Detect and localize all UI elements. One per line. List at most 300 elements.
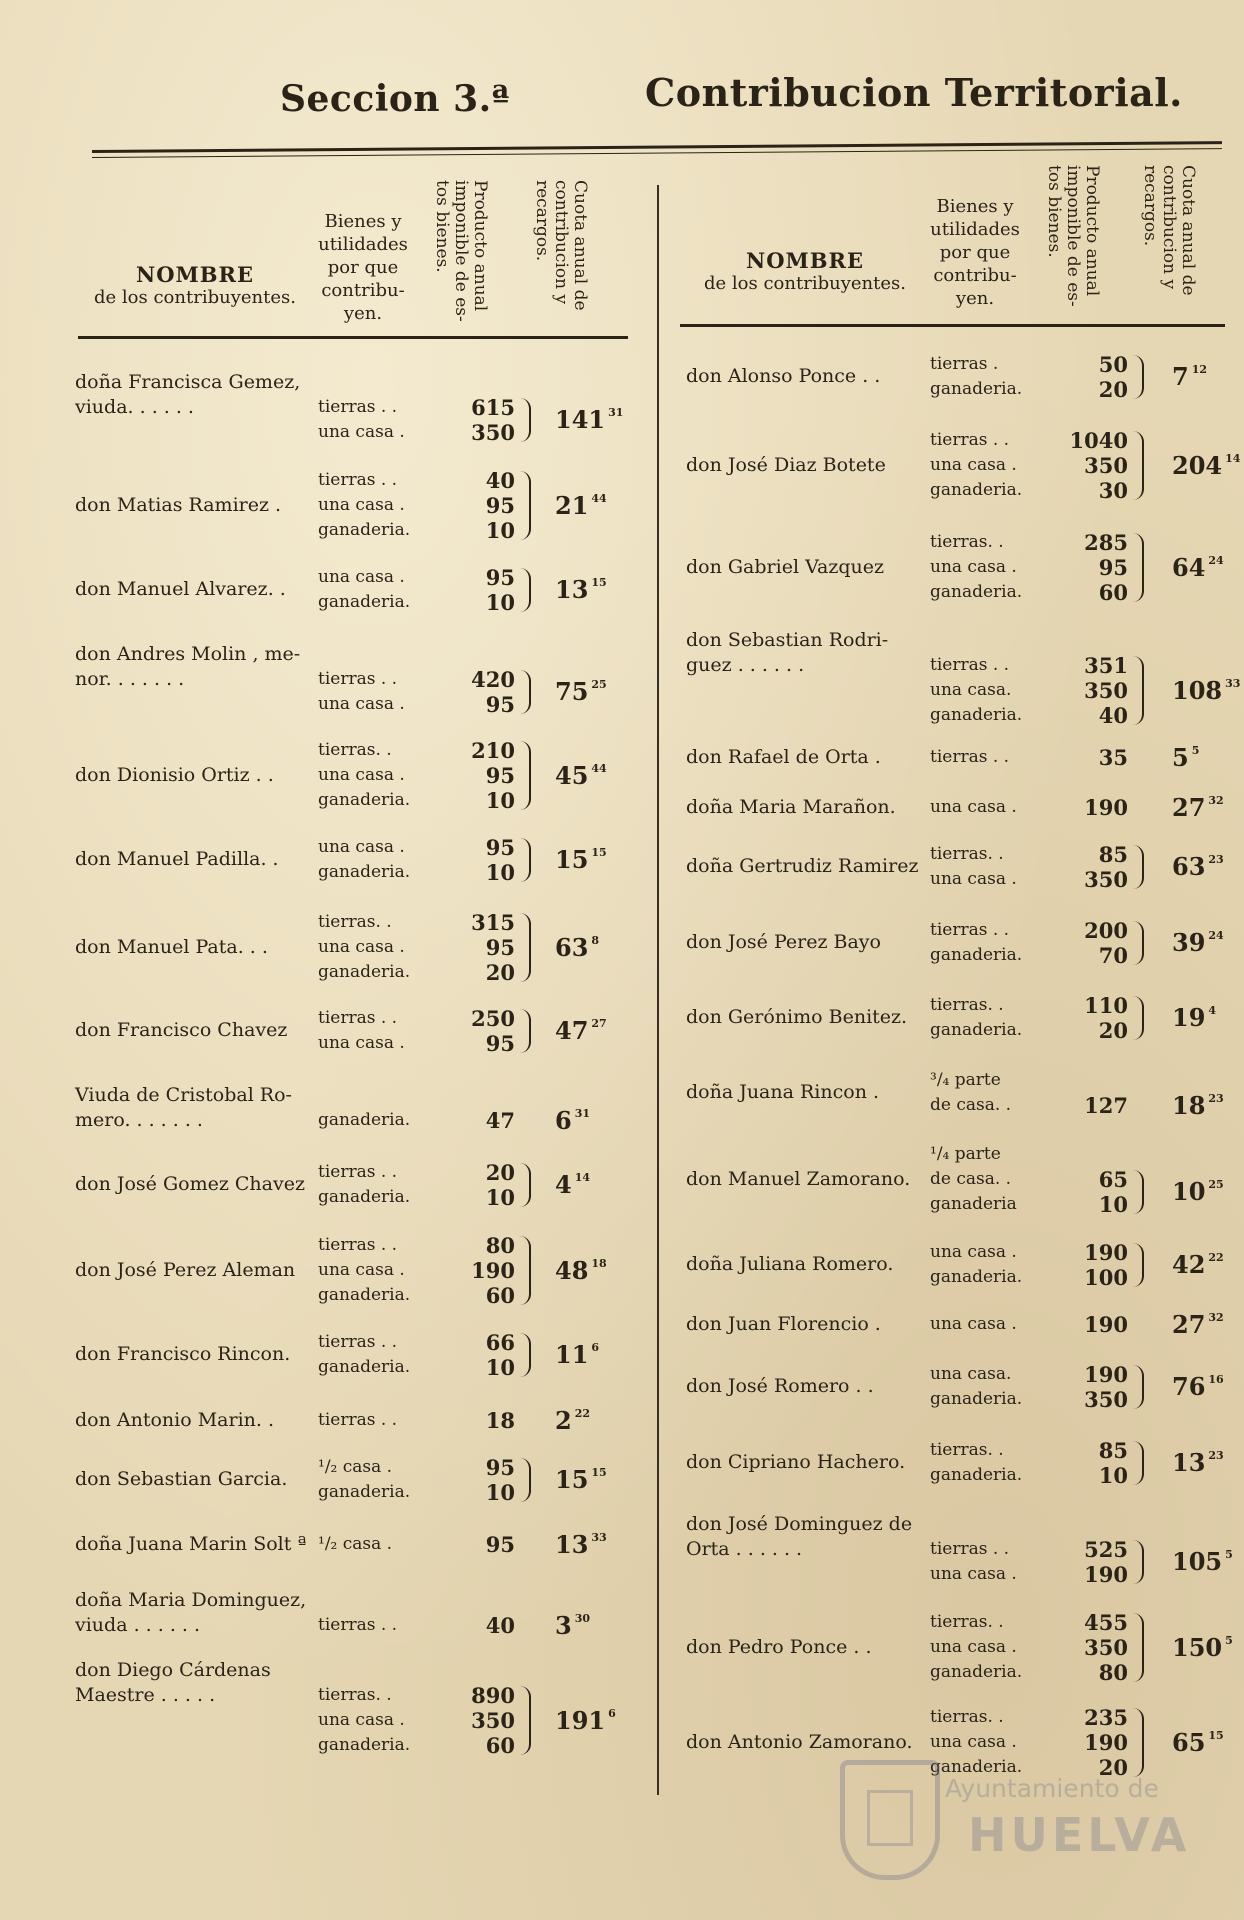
contributor-name: don Rafael de Orta .: [686, 746, 881, 768]
bienes-list: [930, 1610, 1022, 1685]
cuota-amount: [1172, 1633, 1233, 1662]
bienes-list: [930, 428, 1022, 503]
bienes-list: [318, 1408, 397, 1433]
bienes-item: una casa .: [930, 1242, 1017, 1262]
producto-values: [1068, 1093, 1128, 1118]
bienes-item: una casa .: [318, 422, 405, 442]
contributor-name: don Gerónimo Benitez.: [686, 1006, 908, 1028]
bienes-list: [318, 1108, 410, 1133]
cuota-value: 141: [555, 405, 606, 434]
cuota-value: 42: [1172, 1250, 1206, 1279]
cuota-amount: [1172, 676, 1240, 705]
cuota-cents: 32: [1208, 1310, 1224, 1324]
cuota-cents: 31: [608, 406, 624, 419]
cuota-value: 5: [1172, 742, 1189, 772]
producto-values: [1068, 1167, 1128, 1217]
bienes-item: ganaderia.: [318, 1285, 411, 1305]
contributor-name: doña Maria Dominguez, viuda . . . . . .: [75, 1589, 307, 1636]
producto-value: 35: [1098, 745, 1128, 770]
producto-value: 351: [1084, 653, 1128, 678]
cuota-amount: [555, 575, 607, 604]
producto-values: [455, 835, 515, 885]
bienes-item: una casa .: [318, 1033, 405, 1053]
contributor-name: don Dionisio Ortiz . .: [75, 764, 274, 786]
producto-value: 210: [471, 738, 515, 763]
cuota-amount: [555, 845, 607, 874]
cuota-cents: 25: [1208, 1178, 1224, 1191]
bienes-list: [318, 1455, 410, 1505]
left-header-producto: Producto anual imponible de es- tos bienes.: [432, 180, 490, 322]
cuota-amount: [555, 1256, 607, 1285]
producto-value: 200: [1084, 918, 1128, 943]
producto-values: [455, 1160, 515, 1210]
brace-icon: [1133, 1613, 1144, 1682]
contributor-name: don Diego Cárdenas Maestre . . . . .: [75, 1659, 271, 1706]
producto-value: 10: [485, 1355, 515, 1380]
contributor-name: don José Romero . .: [686, 1375, 874, 1397]
producto-value: 127: [1084, 1093, 1128, 1118]
producto-values: [455, 565, 515, 615]
contributor-name: don Manuel Padilla. .: [75, 848, 279, 870]
producto-values: [1068, 352, 1128, 402]
bienes-item: una casa .: [318, 1260, 405, 1280]
producto-value: 10: [485, 788, 515, 813]
cuota-value: 15: [555, 1465, 589, 1494]
cuota-cents: 15: [591, 576, 607, 589]
cuota-value: 4: [555, 1170, 572, 1199]
producto-value: 350: [1084, 1635, 1128, 1660]
top-rule: [92, 141, 1222, 153]
cuota-amount: [555, 1706, 616, 1735]
bienes-item: tierras . .: [930, 747, 1010, 767]
brace-icon: [520, 1009, 531, 1053]
bienes-list: [930, 842, 1017, 892]
bienes-item: ³/₄ parte: [930, 1070, 1001, 1090]
producto-value: 190: [1084, 795, 1128, 820]
cuota-cents: 27: [591, 1017, 607, 1030]
producto-value: 20: [1098, 1018, 1128, 1043]
producto-value: 95: [485, 692, 515, 717]
bienes-item: ganaderia.: [930, 1389, 1023, 1409]
contributor-name: don Antonio Marin. .: [75, 1409, 274, 1431]
cuota-cents: 5: [1191, 743, 1200, 757]
producto-value: 40: [485, 1613, 515, 1638]
bienes-item: ganaderia.: [318, 1735, 411, 1755]
cuota-amount: [1172, 1250, 1224, 1279]
bienes-item: ¹/₂ casa .: [318, 1534, 393, 1554]
cuota-cents: 23: [1208, 1449, 1224, 1462]
producto-value: 80: [485, 1233, 515, 1258]
producto-value: 20: [485, 1160, 515, 1185]
contributor-name: doña Juana Marin Solt ª: [75, 1533, 307, 1555]
bienes-list: [930, 918, 1022, 968]
bienes-list: [318, 1532, 392, 1557]
cuota-value: 204: [1172, 450, 1223, 480]
shield-icon: [840, 1760, 940, 1880]
left-header-nombre: [75, 262, 315, 308]
bienes-item: una casa.: [930, 680, 1012, 700]
bienes-item: tierras . .: [318, 1162, 398, 1182]
producto-values: [1068, 530, 1128, 605]
bienes-item: tierras . .: [318, 1235, 398, 1255]
cuota-amount: [1172, 1177, 1224, 1206]
producto-value: 95: [485, 1455, 515, 1480]
bienes-item: una casa .: [930, 1637, 1017, 1657]
brace-icon: [1133, 845, 1144, 889]
cuota-cents: 24: [1208, 553, 1224, 567]
producto-value: 235: [1084, 1705, 1128, 1730]
producto-value: 85: [1098, 842, 1128, 867]
bienes-item: ganaderia.: [930, 379, 1023, 399]
brace-icon: [520, 741, 531, 810]
producto-value: 60: [485, 1283, 515, 1308]
bienes-item: tierras. .: [930, 844, 1004, 864]
producto-value: 350: [471, 1708, 515, 1733]
bienes-item: ganaderia.: [930, 480, 1023, 500]
cuota-cents: 16: [1208, 1373, 1224, 1386]
bienes-item: tierras. .: [930, 1440, 1004, 1460]
bienes-item: tierras . .: [318, 1410, 398, 1430]
bienes-list: [930, 530, 1022, 605]
bienes-item: tierras. .: [318, 912, 392, 932]
producto-value: 525: [1084, 1537, 1128, 1562]
producto-values: [1068, 1362, 1128, 1412]
bienes-list: [318, 395, 405, 445]
cuota-value: 11: [555, 1340, 589, 1369]
bienes-item: ganaderia.: [930, 582, 1023, 602]
producto-values: [455, 910, 515, 985]
contributor-name: doña Maria Marañon.: [686, 796, 896, 818]
cuota-amount: [1172, 928, 1224, 957]
cuota-value: 76: [1172, 1372, 1206, 1401]
producto-values: [1068, 1438, 1128, 1488]
producto-values: [1068, 745, 1128, 770]
producto-value: 190: [1084, 1240, 1128, 1265]
bienes-list: [318, 910, 410, 985]
cuota-cents: 15: [591, 1466, 607, 1479]
brace-icon: [520, 398, 531, 442]
contributor-name: don Francisco Rincon.: [75, 1343, 291, 1365]
cuota-value: 45: [555, 760, 589, 790]
bienes-item: una casa .: [318, 765, 405, 785]
brace-icon: [1133, 533, 1144, 602]
brace-icon: [1133, 1170, 1144, 1214]
bienes-list: [318, 468, 410, 543]
producto-value: 190: [1084, 1562, 1128, 1587]
bienes-item: ¹/₂ casa .: [318, 1457, 393, 1477]
brace-icon: [1133, 1441, 1144, 1485]
producto-value: 60: [1098, 580, 1128, 605]
bienes-item: de casa. .: [930, 1169, 1012, 1189]
producto-values: [1068, 993, 1128, 1043]
cuota-cents: 14: [1225, 451, 1241, 465]
producto-value: 615: [471, 395, 515, 420]
cuota-value: 19: [1172, 1003, 1206, 1032]
cuota-amount: [555, 677, 607, 706]
contributor-name: don Cipriano Hachero.: [686, 1451, 906, 1473]
bienes-list: [930, 993, 1022, 1043]
brace-icon: [520, 1686, 531, 1755]
cuota-cents: 33: [1225, 676, 1241, 690]
producto-value: 47: [485, 1108, 515, 1133]
cuota-value: 48: [555, 1255, 589, 1285]
cuota-amount: [555, 1106, 590, 1135]
cuota-value: 27: [1172, 1309, 1206, 1339]
producto-values: [455, 1408, 515, 1433]
producto-value: 20: [1098, 1755, 1128, 1780]
contributor-name: don Manuel Zamorano.: [686, 1168, 911, 1190]
producto-value: 350: [471, 420, 515, 445]
bienes-list: [318, 1006, 405, 1056]
watermark: [840, 1760, 1210, 1880]
producto-values: [455, 1233, 515, 1308]
bienes-list: [930, 795, 1017, 820]
right-header-rule: [680, 324, 1225, 327]
left-header-bienes: Bienes y utilidades por que contribu- yen.: [318, 211, 408, 324]
producto-values: [455, 395, 515, 445]
bienes-list: [318, 667, 405, 717]
contributor-name: don Alonso Ponce . .: [686, 365, 881, 387]
producto-value: 66: [485, 1330, 515, 1355]
bienes-item: ganaderia.: [930, 1020, 1023, 1040]
section-heading: Seccion 3.ª: [280, 78, 510, 120]
producto-values: [455, 468, 515, 543]
producto-value: 350: [1084, 867, 1128, 892]
bienes-item: una casa.: [930, 1364, 1012, 1384]
producto-value: 250: [471, 1006, 515, 1031]
cuota-amount: [555, 1170, 590, 1199]
bienes-item: ganaderia.: [318, 862, 411, 882]
producto-value: 95: [485, 763, 515, 788]
bienes-item: tierras . .: [318, 397, 398, 417]
producto-value: 95: [485, 935, 515, 960]
cuota-value: 3: [555, 1610, 572, 1640]
bienes-item: tierras . .: [318, 470, 398, 490]
bienes-item: una casa .: [930, 455, 1017, 475]
bienes-item: ganaderia.: [930, 705, 1023, 725]
producto-value: 80: [1098, 1660, 1128, 1685]
cuota-amount: [1172, 1372, 1224, 1401]
bienes-list: [318, 565, 410, 615]
bienes-item: tierras. .: [930, 532, 1004, 552]
brace-icon: [1133, 921, 1144, 965]
producto-value: 190: [1084, 1362, 1128, 1387]
producto-value: 95: [485, 835, 515, 860]
bienes-list: [318, 835, 410, 885]
bienes-list: [930, 653, 1022, 728]
producto-value: 10: [485, 860, 515, 885]
bienes-list: [318, 1683, 410, 1758]
contributor-name: don Andres Molin , me- nor. . . . . . .: [75, 643, 301, 690]
cuota-cents: 6: [608, 1706, 616, 1720]
bienes-item: ganaderia.: [318, 790, 411, 810]
brace-icon: [520, 568, 531, 612]
bienes-item: una casa .: [930, 1564, 1017, 1584]
bienes-item: tierras . .: [930, 920, 1010, 940]
producto-value: 890: [471, 1683, 515, 1708]
right-header-producto: Producto anual imponible de es- tos bienes.: [1044, 165, 1102, 307]
cuota-value: 13: [555, 575, 589, 604]
contributor-name: Viuda de Cristobal Ro- mero. . . . . . .: [75, 1084, 292, 1131]
bienes-list: [930, 1142, 1017, 1217]
cuota-value: 13: [1172, 1448, 1206, 1477]
brace-icon: [1133, 1365, 1144, 1409]
cuota-cents: 18: [591, 1256, 607, 1270]
bienes-item: una casa .: [318, 567, 405, 587]
bienes-item: ganaderia.: [930, 1757, 1023, 1777]
bienes-item: de casa. .: [930, 1095, 1012, 1115]
producto-value: 110: [1084, 993, 1128, 1018]
bienes-list: [318, 1160, 410, 1210]
bienes-item: una casa .: [318, 694, 405, 714]
cuota-amount: [555, 1340, 599, 1369]
bienes-item: tierras. .: [930, 995, 1004, 1015]
cuota-cents: 22: [1208, 1251, 1224, 1264]
cuota-value: 191: [555, 1705, 606, 1735]
cuota-value: 15: [555, 845, 589, 874]
cuota-cents: 5: [1225, 1548, 1233, 1561]
bienes-item: una casa .: [318, 937, 405, 957]
bienes-item: una casa .: [930, 869, 1017, 889]
bienes-list: [930, 1362, 1022, 1412]
producto-value: 10: [1098, 1463, 1128, 1488]
cuota-amount: [1172, 1547, 1233, 1576]
cuota-amount: [1172, 1728, 1224, 1757]
producto-value: 70: [1098, 943, 1128, 968]
contributor-name: don Sebastian Garcia.: [75, 1468, 288, 1490]
bienes-item: tierras . .: [318, 1008, 398, 1028]
bienes-list: [930, 1537, 1017, 1587]
cuota-value: 27: [1172, 792, 1206, 822]
cuota-cents: 44: [591, 761, 607, 775]
bienes-item: tierras. .: [930, 1612, 1004, 1632]
producto-value: 10: [485, 518, 515, 543]
bienes-item: ganaderia.: [318, 1357, 411, 1377]
cuota-value: 105: [1172, 1547, 1223, 1576]
cuota-value: 39: [1172, 928, 1206, 957]
producto-value: 95: [485, 1532, 515, 1557]
bienes-item: tierras. .: [930, 1707, 1004, 1727]
brace-icon: [520, 1333, 531, 1377]
bienes-list: [930, 1068, 1011, 1118]
producto-value: 100: [1084, 1265, 1128, 1290]
producto-values: [455, 738, 515, 813]
left-header-nombre-title: NOMBRE: [136, 262, 254, 287]
cuota-cents: 25: [591, 678, 607, 691]
cuota-value: 108: [1172, 675, 1223, 705]
bienes-item: tierras . .: [930, 1539, 1010, 1559]
producto-value: 350: [1084, 1387, 1128, 1412]
producto-values: [455, 1330, 515, 1380]
right-header-nombre-sub: de los contribuyentes.: [704, 273, 906, 294]
cuota-value: 21: [555, 490, 589, 520]
cuota-amount: [1172, 362, 1207, 391]
contributor-name: don Pedro Ponce . .: [686, 1636, 872, 1658]
cuota-cents: 33: [591, 1530, 607, 1544]
right-header-nombre: [685, 248, 925, 294]
producto-value: 10: [485, 1185, 515, 1210]
producto-value: 40: [1098, 703, 1128, 728]
bienes-list: [930, 352, 1022, 402]
contributor-name: doña Gertrudiz Ramirez: [686, 855, 919, 877]
cuota-amount: [555, 761, 607, 790]
producto-value: 10: [485, 590, 515, 615]
bienes-item: ganaderia.: [318, 592, 411, 612]
producto-values: [455, 667, 515, 717]
contributor-name: don José Gomez Chavez: [75, 1173, 305, 1195]
producto-values: [455, 1613, 515, 1638]
producto-value: 95: [485, 565, 515, 590]
producto-value: 190: [1084, 1730, 1128, 1755]
bienes-item: tierras . .: [930, 430, 1010, 450]
producto-value: 18: [485, 1408, 515, 1433]
producto-value: 40: [485, 468, 515, 493]
producto-values: [1068, 1537, 1128, 1587]
producto-value: 350: [1084, 678, 1128, 703]
producto-value: 285: [1084, 530, 1128, 555]
bienes-list: [318, 1330, 410, 1380]
bienes-item: tierras .: [930, 354, 999, 374]
producto-values: [1068, 918, 1128, 968]
bienes-item: tierras . .: [930, 655, 1010, 675]
right-header-nombre-title: NOMBRE: [746, 248, 864, 273]
cuota-amount: [1172, 743, 1199, 772]
cuota-value: 47: [555, 1016, 589, 1045]
bienes-item: una casa .: [930, 1732, 1017, 1752]
cuota-amount: [1172, 852, 1224, 881]
cuota-cents: 22: [574, 1406, 591, 1420]
brace-icon: [520, 471, 531, 540]
brace-icon: [1133, 656, 1144, 725]
left-header-nombre-sub: de los contribuyentes.: [94, 287, 296, 308]
producto-values: [455, 1683, 515, 1758]
contributor-name: don José Perez Bayo: [686, 931, 881, 953]
contributor-name: don Gabriel Vazquez: [686, 556, 885, 578]
right-header-cuota: Cuota anual de contribucion y recargos.: [1140, 165, 1198, 296]
cuota-amount: [555, 405, 623, 434]
bienes-item: ganaderia.: [930, 945, 1023, 965]
bienes-list: [930, 1312, 1017, 1337]
bienes-item: tierras . .: [318, 1332, 398, 1352]
cuota-cents: 44: [591, 491, 607, 505]
brace-icon: [1133, 1540, 1144, 1584]
bienes-item: una casa .: [318, 1710, 405, 1730]
cuota-value: 65: [1172, 1727, 1206, 1757]
right-header-bienes: Bienes y utilidades por que contribu- yen.: [930, 196, 1020, 309]
watermark-line2: HUELVA: [968, 1808, 1191, 1862]
cuota-cents: 14: [574, 1171, 591, 1184]
bienes-item: ganaderia.: [318, 1187, 411, 1207]
cuota-amount: [555, 1406, 590, 1435]
bienes-item: ganaderia.: [318, 962, 411, 982]
contributor-name: don Antonio Zamorano.: [686, 1731, 913, 1753]
cuota-value: 63: [555, 932, 589, 962]
producto-values: [1068, 1312, 1128, 1337]
producto-values: [455, 1006, 515, 1056]
cuota-cents: 23: [1208, 853, 1224, 866]
cuota-cents: 31: [574, 1106, 591, 1120]
producto-values: [1068, 842, 1128, 892]
bienes-item: ganaderia.: [930, 1465, 1023, 1485]
cuota-value: 10: [1172, 1177, 1206, 1206]
left-header-cuota: Cuota anual de contribucion y recargos.: [532, 180, 590, 311]
cuota-amount: [1172, 1091, 1224, 1120]
brace-icon: [1133, 431, 1144, 500]
bienes-item: ganaderia.: [318, 1482, 411, 1502]
producto-values: [1068, 795, 1128, 820]
bienes-list: [930, 745, 1009, 770]
cuota-amount: [1172, 793, 1224, 822]
